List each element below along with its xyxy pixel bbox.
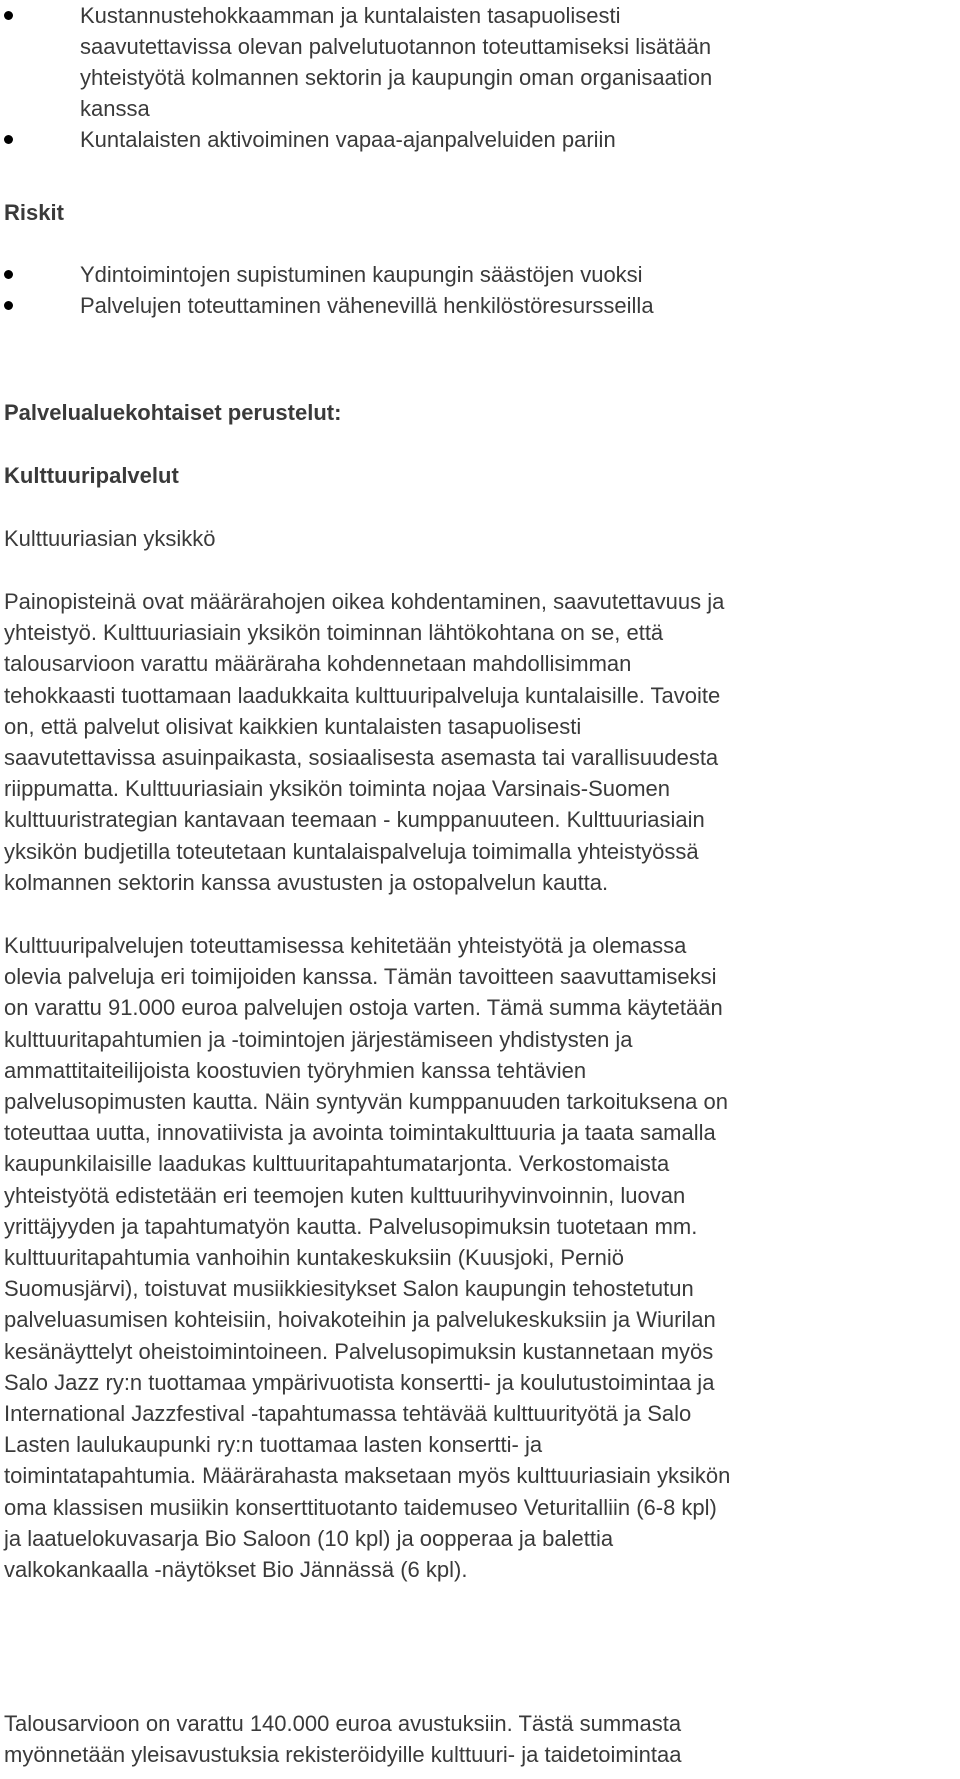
paragraph-line: tehokkaasti tuottamaan laadukkaita kulttuuripalveluja kuntalaisille. Tavoite	[4, 682, 721, 708]
risks-heading: Riskit	[4, 200, 64, 225]
paragraph-line: yhteistyö. Kulttuuriasiain yksikön toiminnan lähtökohtana on se, että	[4, 620, 664, 646]
unit-heading: Kulttuuriasian yksikkö	[4, 526, 216, 551]
paragraph-line: yrittäjyyden ja tapahtumatyön kautta. Palvelusopimuksin tuotetaan mm.	[4, 1213, 698, 1239]
paragraph-line: Painopisteinä ovat määrärahojen oikea kohdentaminen, saavutettavuus ja	[4, 589, 725, 614]
paragraph-line: palveluasumisen kohteisiin, hoivakoteihin ja palvelukeskuksiin ja Wiurilan	[4, 1307, 716, 1333]
paragraph-line: palvelusopimusten kautta. Näin syntyvän kumppanuuden tarkoituksena on	[4, 1089, 729, 1115]
paragraph-line: kesänäyttelyt oheistoimintoineen. Palvelusopimuksin kustannetaan myös	[4, 1338, 714, 1364]
paragraph-line: toimintatapahtumia. Määrärahasta maksetaan myös kulttuuriasiain yksikön	[4, 1463, 731, 1489]
paragraph-line: riippumatta. Kulttuuriasiain yksikön toiminta nojaa Varsinais-Suomen	[4, 776, 671, 802]
paragraph-line: Suomusjärvi), toistuvat musiikkiesitykset Salon kaupungin tehostetutun	[4, 1276, 694, 1302]
paragraph-line: yhteistyötä edistetään eri teemojen kuten kulttuurihyvinvoinnin, luovan	[4, 1182, 686, 1208]
bullet-line: Kustannustehokkaamman ja kuntalaisten tasapuolisesti	[80, 3, 621, 28]
bullet-icon	[4, 301, 13, 310]
paragraph-line: olevia palveluja eri toimijoiden kanssa. Tämän tavoitteen saavuttamiseksi	[4, 964, 717, 990]
bullet-line: Palvelujen toteuttaminen vähenevillä henkilöstöresursseilla	[80, 293, 654, 318]
paragraph-service-purchases	[4, 930, 944, 1585]
paragraph-line: Kulttuuripalvelujen toteuttamisessa kehitetään yhteistyötä ja olemassa	[4, 933, 687, 958]
paragraph-line: kaupunkilaisille laadukas kulttuuritapahtumatarjonta. Verkostomaista	[4, 1151, 670, 1177]
bullet-icon	[4, 135, 13, 144]
bullet-item	[0, 124, 940, 155]
paragraph-line: Talousarvioon on varattu 140.000 euroa avustuksiin. Tästä summasta	[4, 1711, 682, 1736]
subsection-heading: Kulttuuripalvelut	[4, 463, 179, 488]
paragraph-line: myönnetään yleisavustuksia rekisteröidyille kulttuuri- ja taidetoimintaa	[4, 1742, 682, 1768]
bullet-item	[0, 290, 940, 321]
paragraph-line: saavutettavissa asuinpaikasta, sosiaalisesta asemasta tai varallisuudesta	[4, 745, 719, 771]
paragraph-focus-areas	[4, 586, 944, 898]
bullet-icon	[4, 11, 13, 20]
bullet-item	[0, 0, 940, 124]
paragraph-grants	[4, 1708, 944, 1770]
bullet-line: Kuntalaisten aktivoiminen vapaa-ajanpalveluiden pariin	[80, 127, 616, 152]
paragraph-line: International Jazzfestival -tapahtumassa tehtävää kulttuurityötä ja Salo	[4, 1401, 692, 1427]
paragraph-line: oma klassisen musiikin konserttituotanto taidemuseo Veturitalliin (6-8 kpl)	[4, 1494, 717, 1520]
paragraph-line: kulttuuritapahtumien ja -toimintojen järjestämiseen yhdistysten ja	[4, 1026, 633, 1052]
paragraph-line: Salo Jazz ry:n tuottamaa ympärivuotista konsertti- ja koulutustoimintaa ja	[4, 1369, 715, 1395]
goals-bullet-list	[0, 0, 940, 155]
bullet-line: saavutettavissa olevan palvelutuotannon toteuttamiseksi lisätään	[80, 34, 712, 59]
paragraph-line: talousarvioon varattu määräraha kohdennetaan mahdollisimman	[4, 651, 632, 677]
bullet-line: yhteistyötä kolmannen sektorin ja kaupungin oman organisaation	[80, 65, 713, 90]
paragraph-line: on varattu 91.000 euroa palvelujen ostoja varten. Tämä summa käytetään	[4, 995, 723, 1021]
bullet-item	[0, 259, 940, 290]
paragraph-line: on, että palvelut olisivat kaikkien kuntalaisten tasapuolisesti	[4, 713, 582, 739]
paragraph-line: ammattitaiteilijoista koostuvien työryhmien kanssa tehtävien	[4, 1057, 587, 1083]
paragraph-line: valkokankaalla -näytökset Bio Jännässä (6 kpl).	[4, 1557, 468, 1583]
paragraph-line: kulttuuristrategian kantavaan teemaan - kumppanuuteen. Kulttuuriasiain	[4, 807, 705, 833]
bullet-line: kanssa	[80, 96, 150, 121]
paragraph-line: yksikön budjetilla toteutetaan kuntalaispalveluja toimimalla yhteistyössä	[4, 838, 699, 864]
paragraph-line: kulttuuritapahtumia vanhoihin kuntakeskuksiin (Kuusjoki, Perniö	[4, 1245, 625, 1271]
risks-bullet-list	[0, 259, 940, 321]
section-heading: Palvelualuekohtaiset perustelut:	[4, 400, 342, 425]
paragraph-line: ja laatuelokuvasarja Bio Saloon (10 kpl) ja oopperaa ja balettia	[4, 1525, 614, 1551]
paragraph-line: kolmannen sektorin kanssa avustusten ja ostopalvelun kautta.	[4, 869, 609, 895]
paragraph-line: toteuttaa uutta, innovatiivista ja avointa toimintakulttuuria ja taata samalla	[4, 1120, 716, 1146]
bullet-icon	[4, 270, 13, 279]
bullet-line: Ydintoimintojen supistuminen kaupungin säästöjen vuoksi	[80, 262, 643, 287]
paragraph-line: Lasten laulukaupunki ry:n tuottamaa lasten konsertti- ja	[4, 1432, 543, 1458]
